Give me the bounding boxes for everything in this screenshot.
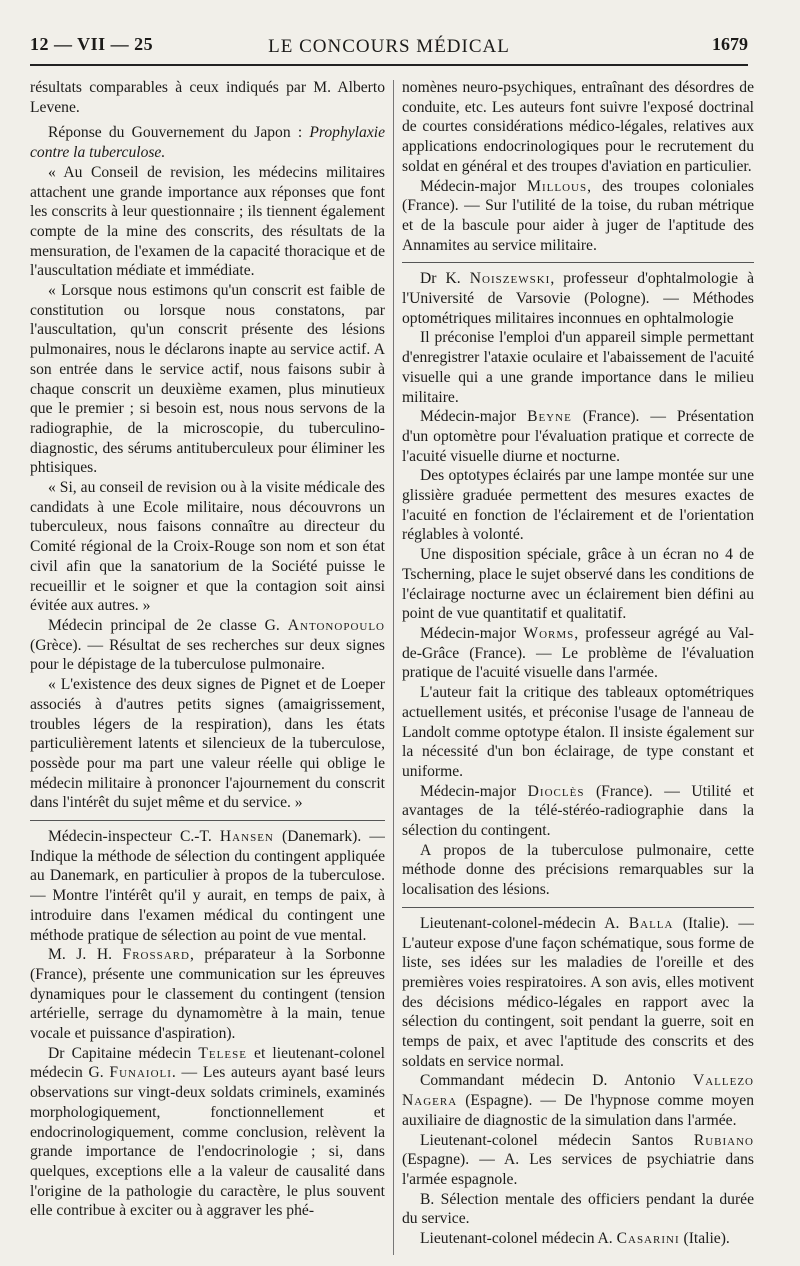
paragraph [30,616,385,675]
paragraph [30,675,385,813]
paragraph [402,624,754,683]
paragraph-text: « Lorsque nous estimons qu'un conscrit est faible de constitution ou lorsque nous constatons, par l'auscultation, qu'un conscrit présente des lésions pulmonaires, nous le déclarons inapte au service actif. A son entrée dans le service actif, nous faisons subir à chaque conscrit un deuxième examen, plus minutieux que le premier ; si besoin est, nous nous servons de la radiographie, de la microscopie, du tuberculino-diagnostic, des sérums antituberculeux pour éliminer les phtisiques. [30,282,385,477]
paragraph-text: (Danemark). — Indique la méthode de sélection du contingent appliquée au Danemark, en particulier à propos de la tuberculose. — Montre l'intérêt qu'il y aurait, en temps de paix, à introduire dans l'examen médical du contingent une méthode pratique de sélection au point de vue mental. [30,828,385,944]
paragraph-text: « L'existence des deux signes de Pignet et de Loeper associés à d'autres petits signes (amaigrissement, troubles légers de la respiration), dans les états particulièrement latents et silencieux de la tuberculose, possède pour ma part une valeur réelle qui oblige le médecin militaire à prononcer l'ajournement du conscrit dans l'intérêt du sujet même et du service. » [30,676,385,812]
section-separator [30,820,385,821]
paragraph-text: Médecin-major [420,408,528,426]
right-column [402,78,754,1258]
paragraph [402,841,754,900]
paragraph [402,269,754,328]
paragraph [402,683,754,782]
paragraph [402,545,754,624]
paragraph [402,914,754,1072]
author-name: Casarini [616,1230,680,1248]
paragraph-text: L'auteur fait la critique des tableaux optométriques actuellement usités, et préconise l'usage de l'anneau de Landolt comme optotype étalon. Il insiste également sur la nécessité d'un bon éclairage, de type constant et uniforme. [402,684,754,780]
author-name: Hansen [219,828,274,846]
paragraph [30,163,385,281]
paragraph-text: et lieutenant-colonel médecin G. [30,1044,385,1082]
paragraph [402,177,754,256]
paragraph [30,827,385,945]
paragraph [402,1071,754,1130]
page-number: 1679 [712,34,748,54]
paragraph-text: (Espagne). — A. Les services de psychiatrie dans l'armée espagnole. [402,1151,754,1188]
author-name: Frossard [122,946,190,964]
paragraph-text: (Italie). — L'auteur expose d'une façon schématique, sous forme de liste, ses idées sur les maladies de l'oreille et des premières voies respiratoires. A son avis, elles motivent des décisions médico-légales en rapport avec la sélection du contingent, soit pendant la guerre, soit en temps de paix, et avec l'aptitude des conscrits et des soldats en service normal. [402,914,754,1070]
author-name: Noiszewski [469,270,551,288]
paragraph-text: M. J. H. [48,946,123,964]
author-name: Worms [523,624,575,642]
italic-title: Prophylaxie contre la tuberculose. [30,124,385,162]
paragraph [402,78,754,177]
paragraph-text: Dr K. [420,270,470,288]
paragraph-text: Il préconise l'emploi d'un appareil simple permettant d'enregistrer l'ataxie oculaire et l'abaissement de l'acuité visuelle qui a une grande importance dans le milieu militaire. [402,329,754,406]
left-column [30,78,385,1258]
paragraph [402,466,754,545]
author-name: Funaioli [109,1064,172,1082]
paragraph-text: Médecin-major [420,782,528,800]
paragraph-text: « Au Conseil de revision, les médecins militaires attachent une grande importance aux réponses que font les conscrits à leur questionnaire ; ils tiennent également compte de la mine des conscrits, des résultats de la mensuration, de l'examen de la capacité thoracique et de l'auscultation médiate et immédiate. [30,163,385,280]
paragraph-text: A propos de la tuberculose pulmonaire, cette méthode donne des précisions remarquables sur la localisation des lésions. [402,841,754,899]
paragraph-text: Médecin-inspecteur C.-T. [48,828,220,846]
paragraph-text: , des troupes coloniales (France). — Sur l'utilité de la toise, du ruban métrique et de la bascule pour aider à juger de l'aptitude des Annamites au service militaire. [402,177,754,254]
paragraph-text: (Italie). [679,1230,730,1248]
paragraph-text: Des optotypes éclairés par une lampe montée sur une glissière graduée permettent des mesures exactes de l'acuité en fonction de l'éclairement et de l'orientation réglables à volonté. [402,467,754,544]
section-separator [402,262,754,263]
author-name: Dioclès [527,782,585,800]
paragraph-text: . — Les auteurs ayant basé leurs observations sur vingt-deux soldats criminels, examinés morphologiquement, fonctionnellement et endocrinologiquement, comme conclusion, relèvent la grande importance de l'endocrinologie ; si, dans quelques, exceptions elle a la valeur de causalité dans l'origine de la pathologie du caractère, le plus souvent elle contribue à exciter ou à aggraver les phé- [30,1064,385,1220]
paragraph-text: , professeur agrégé au Val-de-Grâce (France). — Le problème de l'évaluation pratique de l'acuité visuelle dans l'armée. [402,624,754,682]
author-name: Telese [198,1044,247,1062]
paragraph [30,78,385,117]
author-name: Millous [527,177,588,195]
section-separator [402,907,754,908]
paragraph-text: (France). — Utilité et avantages de la télé-stéréo-radiographie dans la sélection du contingent. [402,782,754,840]
author-name: Vallezo Nagera [402,1072,754,1110]
paragraph-text: « Si, au conseil de revision ou à la visite médicale des candidats à une Ecole militaire, nous découvrons un tuberculeux, nous faisons connaître au directeur du Comité régional de la Croix-Rouge son nom et son état civil afin que la sanatorium de la Société puisse le recueillir et le soigner et que la contagion soit ainsi évitée aux autres. » [30,479,385,615]
paragraph-text: Lieutenant-colonel médecin A. [420,1230,617,1248]
author-name: Beyne [527,408,572,426]
journal-title: LE CONCOURS MÉDICAL [268,36,510,57]
paragraph-text: Médecin principal de 2e classe G. [48,616,288,634]
paragraph-text: Lieutenant-colonel-médecin A. [420,914,629,932]
paragraph-text: Médecin-major [420,177,528,195]
column-divider [393,80,394,1255]
paragraph-text: , préparateur à la Sorbonne (France), présente une communication sur les épreuves dynamiques pour le classement du contingent (tension artérielle, serrage du dynamomètre à la main, tenue vocale et puissance d'aspiration). [30,946,385,1043]
paragraph-text: B. Sélection mentale des officiers pendant la durée du service. [402,1190,754,1228]
paragraph [402,1131,754,1190]
paragraph-text: Lieutenant-colonel médecin Santos [420,1131,694,1149]
paragraph-text: Une disposition spéciale, grâce à un écran no 4 de Tscherning, place le sujet observé dans les conditions de l'éclairage nocturne avec un éclairement bien défini au point de vue quantitatif et qualitatif. [402,546,754,623]
paragraph-text: (Espagne). — De l'hypnose comme moyen auxiliaire de diagnostic de la simulation dans l'armée. [402,1092,754,1129]
paragraph-text: Dr Capitaine médecin [48,1044,199,1062]
paragraph-text: Commandant médecin D. Antonio [420,1072,693,1090]
paragraph-text: résultats comparables à ceux indiqués par M. Alberto Levene. [30,79,385,116]
header-date: 12 — VII — 25 [30,34,154,54]
paragraph-text: nomènes neuro-psychiques, entraînant des désordres de conduite, etc. Les auteurs font suivre l'exposé doctrinal de courtes considérations médico-légales, relatives aux applications endocrinologiques pour le recrutement du soldat en général et des troupes d'aviation en particulier. [402,79,754,175]
paragraph-text: Réponse du Gouvernement du Japon : [48,124,310,142]
paragraph [402,407,754,466]
author-name: Antonopoulo [287,616,385,634]
paragraph-text: (Grèce). — Résultat de ses recherches sur deux signes pour le dépistage de la tuberculose pulmonaire. [30,636,385,674]
paragraph-text: Médecin-major [420,624,524,642]
paragraph [402,782,754,841]
page-header [30,30,748,64]
paragraph [402,1190,754,1229]
paragraph-text: (France). — Présentation d'un optomètre pour l'évaluation pratique et correcte de l'acuité visuelle diurne et nocturne. [402,408,754,465]
paragraph [402,328,754,407]
header-rule [30,64,748,66]
paragraph [30,478,385,616]
author-name: Rubiano [693,1131,754,1149]
paragraph [30,945,385,1044]
paragraph [30,281,385,478]
paragraph [30,1044,385,1221]
paragraph [402,1229,754,1249]
author-name: Balla [628,914,674,932]
paragraph-text: , professeur d'ophtalmologie à l'Université de Varsovie (Pologne). — Méthodes optométriques militaires inconnues en ophtalmologie [402,270,754,327]
paragraph [30,123,385,162]
